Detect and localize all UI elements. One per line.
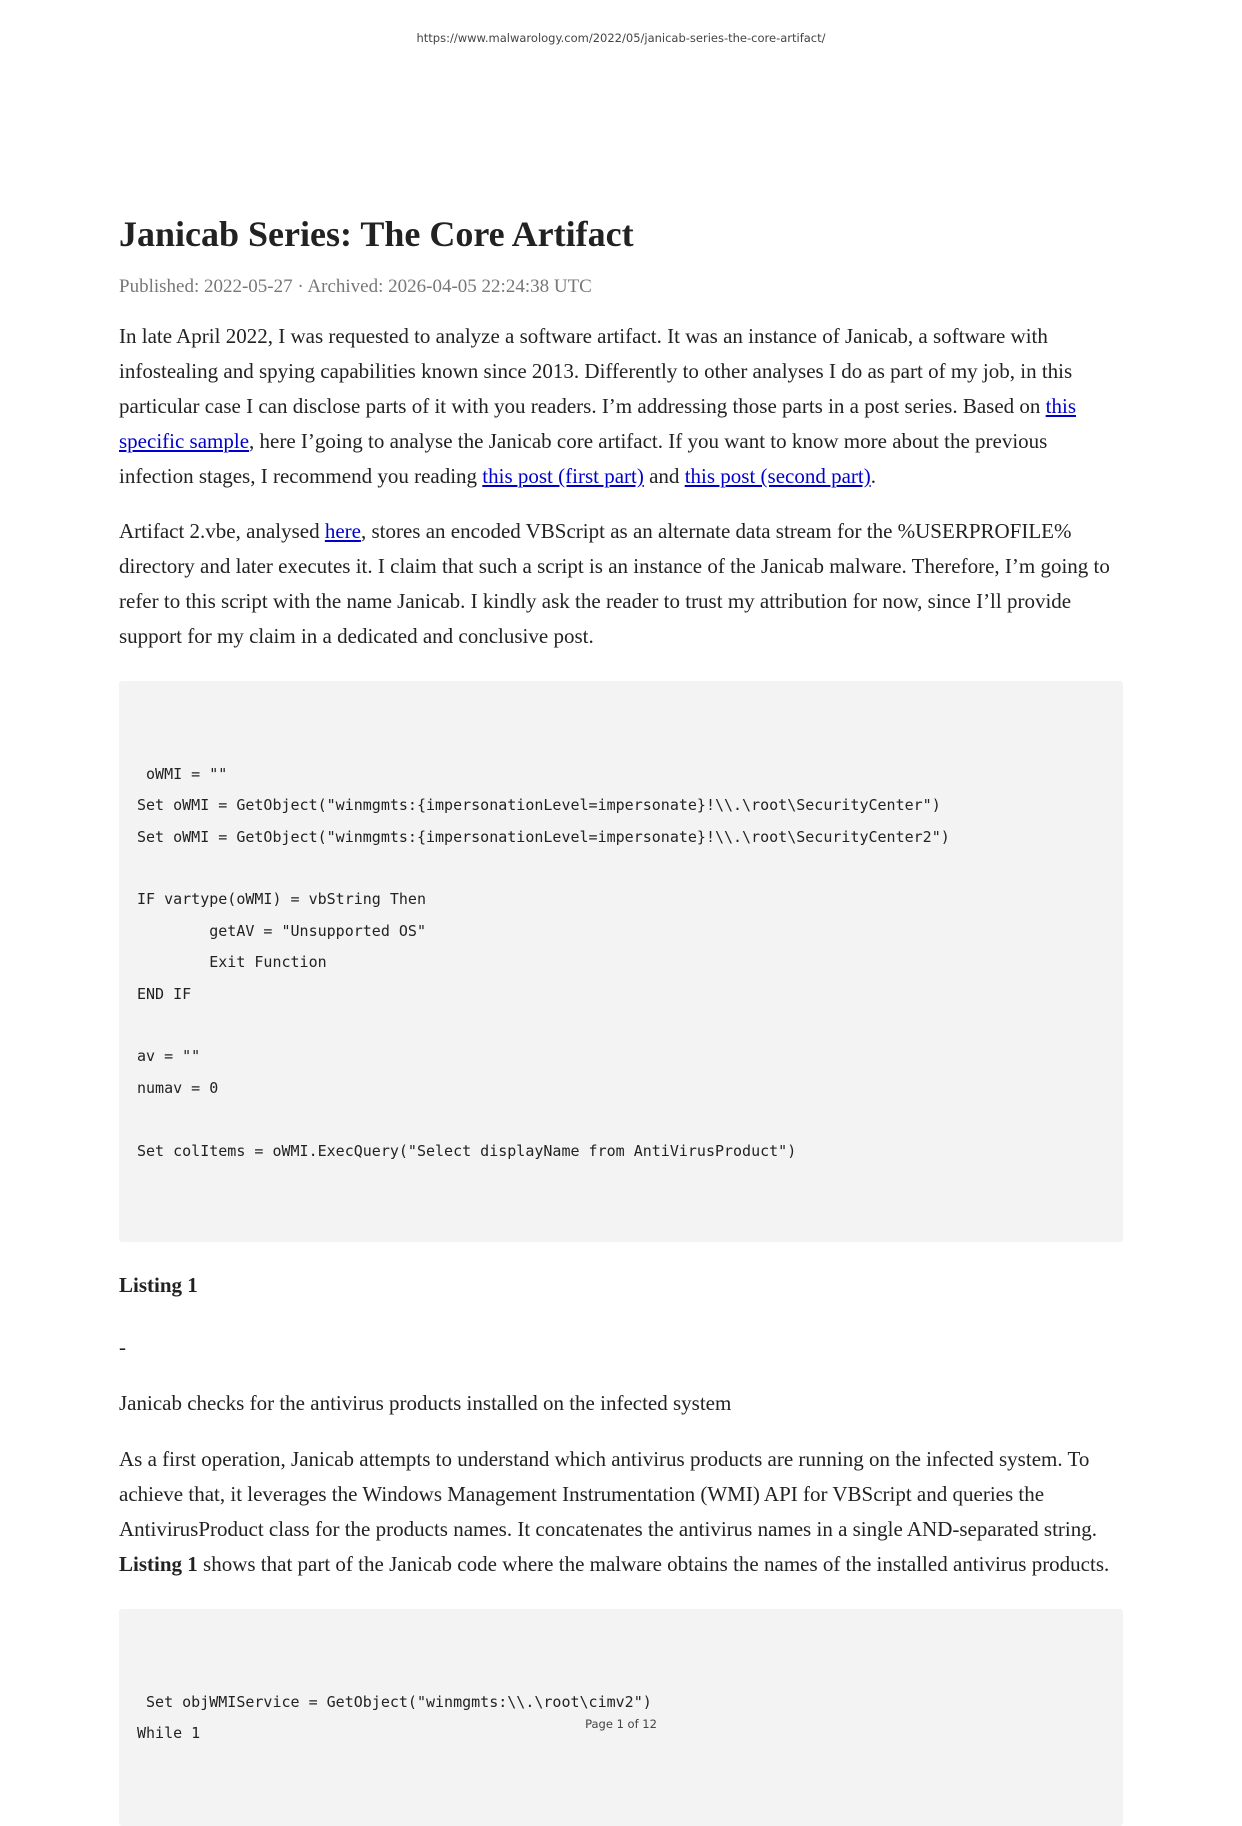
code-line: Set oWMI = GetObject("winmgmts:{impersonationLevel=impersonate}!\\.\root\SecurityCenter") [137, 796, 941, 815]
intro-paragraph [119, 319, 1123, 494]
listing-description: Janicab checks for the antivirus products installed on the infected system [119, 1390, 732, 1415]
first-part-link[interactable]: this post (first part) [482, 464, 644, 488]
code-line: Set oWMI = GetObject("winmgmts:{impersonationLevel=impersonate}!\\.\root\SecurityCenter2") [137, 827, 950, 846]
code-line: numav = 0 [137, 1078, 219, 1097]
code-line: Set colItems = oWMI.ExecQuery("Select displayName from AntiVirusProduct") [137, 1141, 797, 1160]
code-line: oWMI = "" [137, 764, 228, 783]
code-line [137, 1104, 1105, 1135]
wmi-paragraph [119, 1442, 1123, 1582]
text-span: , stores an encoded VBScript as an alternate data stream for the %USERPROFILE% directory and later executes it. I claim that such a script is an instance of the Janicab malware. Therefore, I’m going to refer to this script with the name Janicab. I kindly ask the reader to trust my attribution for now, since I’ll provide support for my claim in a dedicated and conclusive post. [119, 519, 1110, 648]
code-line: While 1 [137, 1723, 201, 1742]
code-line: END IF [137, 984, 192, 1003]
text-span: In late April 2022, I was requested to analyze a software artifact. It was an instance of Janicab, a software with infostealing and spying capabilities known since 2013. Differently to other analyses I do as part of my job, in this particular case I can disclose parts of it with you readers. I’m addressing those parts in a post series. Based on [119, 324, 1073, 418]
article-meta: Published: 2022-05-27 · Archived: 2026-04-05 22:24:38 UTC [119, 276, 592, 297]
page-number: Page 1 of 12 [585, 1717, 657, 1731]
listing-reference: Listing 1 [119, 1551, 198, 1576]
code-line: Exit Function [137, 953, 327, 972]
text-span: , here I’going to analyse the Janicab core artifact. If you want to know more about the previous infection stages, I recommend you reading [119, 429, 1048, 488]
page-url: https://www.malwarology.com/2022/05/janicab-series-the-core-artifact/ [416, 31, 826, 45]
page-title: Janicab Series: The Core Artifact [119, 214, 634, 254]
text-span: and [643, 464, 685, 488]
text-span: . [870, 464, 876, 488]
code-line: Set objWMIService = GetObject("winmgmts:\\.\root\cimv2") [137, 1692, 652, 1711]
second-part-link[interactable]: this post (second part) [684, 464, 871, 488]
code-line [137, 853, 1105, 884]
text-span: As a first operation, Janicab attempts to understand which antivirus products are running on the infected system. To achieve that, it leverages the Windows Management Instrumentation (WMI) API for VBScript and queries the AntivirusProduct class for the products names. It concatenates the antivirus names in a single AND-separated string. [119, 1446, 1097, 1541]
code-line: getAV = "Unsupported OS" [137, 921, 426, 940]
code-line [137, 1010, 1105, 1041]
code-line: IF vartype(oWMI) = vbString Then [137, 890, 426, 909]
text-span: shows that part of the Janicab code where the malware obtains the names of the installed antivirus products. [197, 1551, 1110, 1576]
caption-separator: - [119, 1334, 126, 1359]
text-span: Artifact 2.vbe, analysed [119, 519, 325, 543]
specific-sample-link[interactable]: this specific sample [119, 394, 1076, 453]
article [119, 212, 1123, 1826]
artifact-paragraph [119, 514, 1123, 654]
code-block-listing-1 [119, 681, 1123, 1242]
here-link[interactable]: here [324, 519, 361, 543]
code-line: av = "" [137, 1047, 201, 1066]
listing-caption: Listing 1 [119, 1272, 198, 1297]
